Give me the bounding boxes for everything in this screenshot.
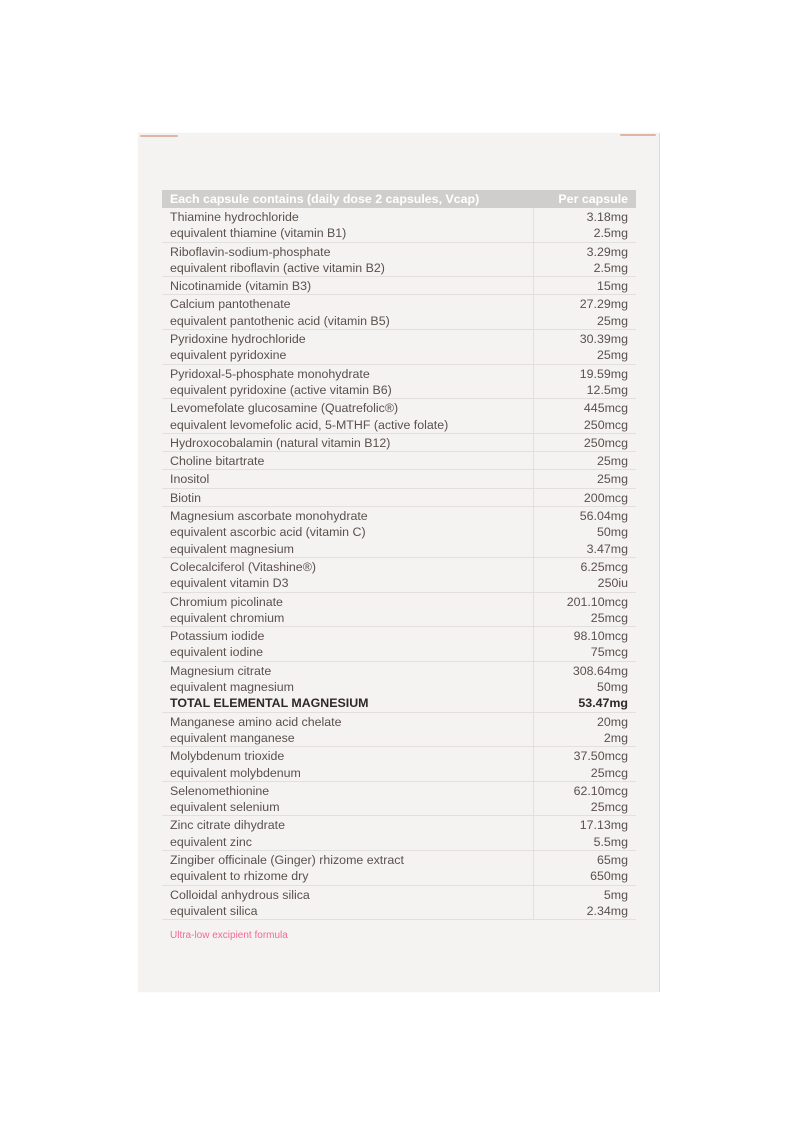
amount-cell xyxy=(534,242,637,277)
table-row xyxy=(162,747,636,782)
table-row xyxy=(162,452,636,470)
ingredient-cell xyxy=(162,627,534,662)
ingredient-cell xyxy=(162,557,534,592)
table-row xyxy=(162,661,636,712)
ingredient-amount: 250mcg xyxy=(583,417,628,432)
ingredient-cell xyxy=(162,781,534,816)
table-row xyxy=(162,295,636,330)
ingredient-name: Riboflavin-sodium-phosphate xyxy=(170,244,331,259)
ingredient-name: equivalent silica xyxy=(170,903,258,918)
ingredient-cell xyxy=(162,433,534,451)
ingredient-amount: 200mcg xyxy=(583,490,628,505)
ingredient-amount: 15mg xyxy=(597,279,628,294)
ingredient-cell xyxy=(162,488,534,506)
ingredient-amount: 17.13mg xyxy=(579,818,628,833)
table-row xyxy=(162,507,636,558)
ingredient-name: Pyridoxal-5-phosphate monohydrate xyxy=(170,366,370,381)
ingredient-name: Nicotinamide (vitamin B3) xyxy=(170,279,312,294)
ingredient-amount: 2.5mg xyxy=(593,260,628,275)
ingredient-name: Thiamine hydrochloride xyxy=(170,210,299,224)
ingredient-amount: 2.34mg xyxy=(586,903,628,918)
table-row xyxy=(162,470,636,488)
ingredient-amount: 25mg xyxy=(597,454,628,469)
box-edge xyxy=(659,133,660,992)
amount-cell xyxy=(534,433,637,451)
ingredient-amount: 62.10mcg xyxy=(573,783,628,798)
amount-cell xyxy=(534,208,637,242)
ingredient-cell xyxy=(162,470,534,488)
ingredient-amount: 19.59mg xyxy=(579,366,628,381)
ingredient-cell xyxy=(162,277,534,295)
ingredient-name: Choline bitartrate xyxy=(170,454,265,469)
amount-cell xyxy=(534,781,637,816)
amount-cell xyxy=(534,885,637,920)
ingredient-amount: 25mg xyxy=(597,313,628,328)
ingredient-name: Potassium iodide xyxy=(170,629,265,644)
ingredient-cell xyxy=(162,242,534,277)
ingredient-name: Pyridoxine hydrochloride xyxy=(170,332,306,347)
ingredient-name: Molybdenum trioxide xyxy=(170,749,285,764)
table-header-row xyxy=(162,190,636,208)
ingredient-amount: 75mcg xyxy=(590,645,628,660)
table-row xyxy=(162,627,636,662)
ingredient-cell xyxy=(162,452,534,470)
ingredient-name: equivalent pyridoxine (active vitamin B6) xyxy=(170,382,392,397)
amount-cell xyxy=(534,399,637,434)
table-row xyxy=(162,712,636,747)
ingredient-name: equivalent iodine xyxy=(170,645,264,660)
ingredient-name: Calcium pantothenate xyxy=(170,297,291,312)
amount-cell xyxy=(534,277,637,295)
ingredient-amount: 308.64mg xyxy=(572,663,628,678)
table-row xyxy=(162,399,636,434)
ingredient-name: Levomefolate glucosamine (Quatrefolic®) xyxy=(170,401,399,416)
amount-cell xyxy=(534,816,637,851)
ingredient-cell xyxy=(162,592,534,627)
ingredient-cell xyxy=(162,364,534,399)
ingredient-amount: 3.18mg xyxy=(586,210,628,224)
table-row xyxy=(162,364,636,399)
ingredient-amount: 25mg xyxy=(597,348,628,363)
table-row xyxy=(162,488,636,506)
ingredient-cell xyxy=(162,850,534,885)
amount-cell xyxy=(534,747,637,782)
ingredient-name: equivalent zinc xyxy=(170,834,252,849)
ingredient-cell xyxy=(162,885,534,920)
box-flap-right xyxy=(620,134,656,136)
amount-cell xyxy=(534,712,637,747)
ingredient-amount: 50mg xyxy=(597,525,628,540)
ingredient-amount: 65mg xyxy=(597,852,628,867)
ingredient-name: Hydroxocobalamin (natural vitamin B12) xyxy=(170,435,391,450)
ingredient-name: equivalent magnesium xyxy=(170,541,294,556)
ingredient-amount: 53.47mg xyxy=(578,696,628,711)
ingredient-name: Zingiber officinale (Ginger) rhizome extract xyxy=(170,852,404,867)
ingredient-amount: 2.5mg xyxy=(593,226,628,241)
ingredient-name: equivalent riboflavin (active vitamin B2) xyxy=(170,260,385,275)
ingredient-amount: 3.29mg xyxy=(586,244,628,259)
amount-column-header: Per capsule xyxy=(534,190,637,208)
amount-cell xyxy=(534,488,637,506)
table-row xyxy=(162,592,636,627)
amount-cell xyxy=(534,592,637,627)
table-row xyxy=(162,277,636,295)
ingredient-name: Colloidal anhydrous silica xyxy=(170,887,310,902)
ingredients-table-body xyxy=(162,208,636,920)
ingredient-name: Manganese amino acid chelate xyxy=(170,714,342,729)
ingredient-name: Chromium picolinate xyxy=(170,594,283,609)
ingredient-amount: 650mg xyxy=(590,869,628,884)
ingredient-amount: 201.10mcg xyxy=(566,594,628,609)
ingredient-name: equivalent selenium xyxy=(170,800,280,815)
ingredient-name: equivalent levomefolic acid, 5-MTHF (active folate) xyxy=(170,417,449,432)
ingredient-column-header: Each capsule contains (daily dose 2 capsules, Vcap) xyxy=(162,190,534,208)
ingredients-table xyxy=(162,190,636,920)
ingredient-name: equivalent chromium xyxy=(170,610,285,625)
amount-cell xyxy=(534,850,637,885)
ingredient-name: equivalent ascorbic acid (vitamin C) xyxy=(170,525,366,540)
ingredient-cell xyxy=(162,816,534,851)
ingredient-cell xyxy=(162,399,534,434)
ingredient-cell xyxy=(162,747,534,782)
table-row xyxy=(162,242,636,277)
ingredient-name: equivalent pyridoxine xyxy=(170,348,287,363)
ingredient-name: equivalent manganese xyxy=(170,730,295,745)
table-row xyxy=(162,330,636,365)
ingredient-amount: 25mcg xyxy=(590,610,628,625)
ingredient-cell xyxy=(162,507,534,558)
ingredient-amount: 56.04mg xyxy=(579,509,628,524)
amount-cell xyxy=(534,557,637,592)
table-row xyxy=(162,850,636,885)
ingredient-name: Colecalciferol (Vitashine®) xyxy=(170,559,316,574)
ingredient-amount: 25mg xyxy=(597,472,628,487)
ingredient-amount: 50mg xyxy=(597,680,628,695)
ingredient-name: equivalent molybdenum xyxy=(170,765,301,780)
ingredient-amount: 445mcg xyxy=(583,401,628,416)
ingredient-amount: 12.5mg xyxy=(586,382,628,397)
ingredient-amount: 250mcg xyxy=(583,435,628,450)
amount-cell xyxy=(534,470,637,488)
ingredient-amount: 5mg xyxy=(603,887,628,902)
ingredient-amount: 98.10mcg xyxy=(573,629,628,644)
table-row xyxy=(162,781,636,816)
table-row xyxy=(162,208,636,242)
ingredient-name: equivalent to rhizome dry xyxy=(170,869,309,884)
table-row xyxy=(162,557,636,592)
box-flap-left xyxy=(140,135,178,137)
amount-cell xyxy=(534,627,637,662)
amount-cell xyxy=(534,507,637,558)
amount-cell xyxy=(534,452,637,470)
ingredient-name: Magnesium ascorbate monohydrate xyxy=(170,509,368,524)
ingredient-amount: 2mg xyxy=(603,730,628,745)
amount-cell xyxy=(534,295,637,330)
ingredient-name: Zinc citrate dihydrate xyxy=(170,818,286,833)
ingredient-amount: 25mcg xyxy=(590,800,628,815)
ingredient-amount: 6.25mcg xyxy=(580,559,628,574)
ingredient-name: Inositol xyxy=(170,472,210,487)
amount-cell xyxy=(534,661,637,712)
ingredient-name: equivalent thiamine (vitamin B1) xyxy=(170,226,347,241)
excipient-note: Ultra-low excipient formula xyxy=(170,930,288,941)
ingredient-amount: 25mcg xyxy=(590,765,628,780)
ingredient-amount: 30.39mg xyxy=(579,332,628,347)
ingredient-name: equivalent magnesium xyxy=(170,680,294,695)
ingredient-amount: 37.50mcg xyxy=(573,749,628,764)
ingredient-cell xyxy=(162,295,534,330)
ingredient-cell xyxy=(162,208,534,242)
ingredient-cell xyxy=(162,661,534,712)
ingredient-amount: 20mg xyxy=(597,714,628,729)
ingredient-amount: 5.5mg xyxy=(593,834,628,849)
table-row xyxy=(162,816,636,851)
amount-cell xyxy=(534,330,637,365)
table-row xyxy=(162,885,636,920)
ingredient-cell xyxy=(162,712,534,747)
ingredient-amount: 250iu xyxy=(597,576,628,591)
ingredient-name: Biotin xyxy=(170,490,201,505)
ingredient-amount: 27.29mg xyxy=(579,297,628,312)
ingredient-name: equivalent vitamin D3 xyxy=(170,576,289,591)
ingredient-cell xyxy=(162,330,534,365)
ingredient-amount: 3.47mg xyxy=(586,541,628,556)
ingredient-name: Magnesium citrate xyxy=(170,663,272,678)
ingredient-name: Selenomethionine xyxy=(170,783,270,798)
table-row xyxy=(162,433,636,451)
amount-cell xyxy=(534,364,637,399)
ingredient-name: equivalent pantothenic acid (vitamin B5) xyxy=(170,313,390,328)
ingredient-name: TOTAL ELEMENTAL MAGNESIUM xyxy=(170,696,369,711)
